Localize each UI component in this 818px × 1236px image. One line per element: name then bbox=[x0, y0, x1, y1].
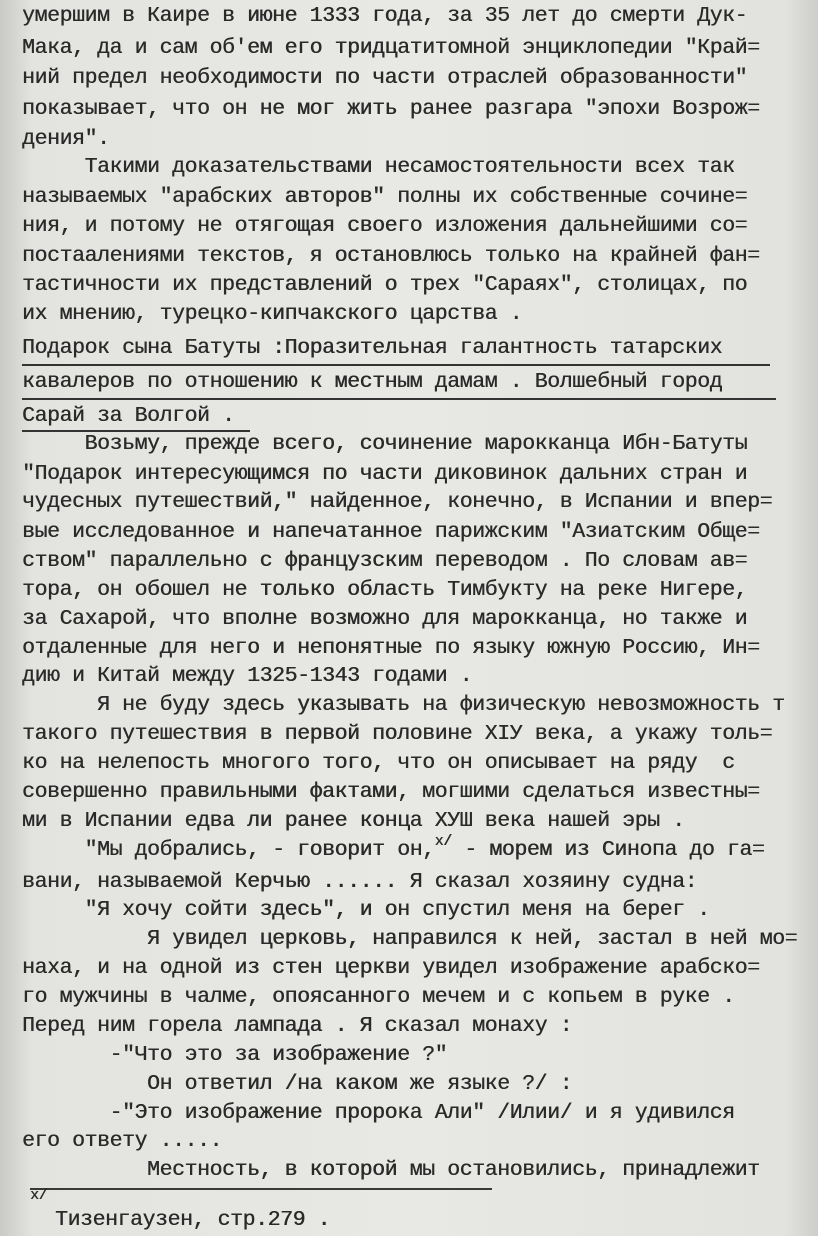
heading-underline bbox=[22, 398, 776, 400]
footnote-reference: x/ bbox=[434, 833, 452, 850]
quote-line: вани, называемой Керчью ...... Я сказал хозяину судна: bbox=[22, 870, 698, 894]
text-line: совершенно правильными фактами, могшими сделаться известны= bbox=[22, 780, 760, 804]
text-line: ми в Испании едва ли ранее конца ХУШ века нашей эры . bbox=[22, 809, 685, 833]
section-heading-line: Подарок сына Батуты :Поразительная галантность татарских bbox=[22, 336, 723, 360]
quote-line: Он ответил /на каком же языке ?/ : bbox=[22, 1072, 573, 1096]
quote-line: Перед ним горела лампада . Я сказал монаху : bbox=[22, 1014, 573, 1038]
text-line: дения". bbox=[22, 127, 110, 151]
text-line: такого путешествия в первой половине ХIУ века, а укажу толь= bbox=[22, 722, 773, 746]
quote-first-tail: - морем из Синопа до га= bbox=[451, 838, 765, 862]
section-heading-line: кавалеров по отношению к местным дамам . Волшебный город bbox=[22, 370, 723, 394]
text-line: чудесных путешествий," найденное, конечно, в Испании и впер= bbox=[22, 490, 773, 514]
text-line: их мнению, турецко-кипчакского царства . bbox=[22, 302, 523, 326]
text-line: ний предел необходимости по части отраслей образованности" bbox=[22, 66, 748, 90]
text-line: показывает, что он не мог жить ранее разгара "эпохи Возрож= bbox=[22, 97, 760, 121]
text-line: Я не буду здесь указывать на физическую невозможность т bbox=[22, 693, 785, 717]
footnote-separator bbox=[30, 1188, 492, 1190]
text-line: умершим в Каире в июне 1333 года, за 35 лет до смерти Дук- bbox=[22, 4, 748, 28]
quote-line: -"Что это за изображение ?" bbox=[22, 1043, 448, 1067]
text-line: постаалениями текстов, я остановлюсь только на крайней фан= bbox=[22, 244, 760, 268]
text-line: Такими доказательствами несамостоятельности всех так bbox=[22, 155, 735, 179]
text-line: ством" параллельно с французским переводом . По словам ав= bbox=[22, 549, 748, 573]
text-line: Возьму, прежде всего, сочинение марокканца Ибн-Батуты bbox=[22, 432, 748, 456]
quote-line: го мужчины в чалме, опоясанного мечем и с копьем в руке . bbox=[22, 985, 735, 1009]
text-line: тастичности их представлений о трех "Сараях", столицах, по bbox=[22, 273, 748, 297]
quote-line: наха, и на одной из стен церкви увидел изображение арабско= bbox=[22, 956, 760, 980]
text-line: за Сахарой, что вполне возможно для марокканца, но также и bbox=[22, 607, 748, 631]
text-line: Мака, да и сам об'ем его тридцатитомной энциклопедии "Край= bbox=[22, 36, 760, 60]
text-line: отдаленные для него и непонятные по языку южную Россию, Ин= bbox=[22, 636, 760, 660]
footnote-marker: x/ bbox=[30, 1187, 48, 1204]
text-line: "Подарок интересующимся по части диковинок дальних стран и bbox=[22, 462, 748, 486]
section-heading-line: Сарай за Волгой . bbox=[22, 404, 235, 428]
text-line: дию и Китай между 1325-1343 годами . bbox=[22, 664, 473, 688]
text-line: вые исследованное и напечатанное парижским "Азиатским Обще= bbox=[22, 520, 760, 544]
quote-line bbox=[22, 833, 765, 864]
text-line: тора, он обошел не только область Тимбукту на реке Нигере, bbox=[22, 578, 748, 602]
quote-line: "Я хочу сойти здесь", и он спустил меня на берег . bbox=[22, 898, 710, 922]
text-line: ния, и потому не отягощая своего изложения дальнейшими со= bbox=[22, 214, 748, 238]
footnote-text: Тизенгаузен, стр.279 . bbox=[30, 1208, 331, 1232]
heading-underline bbox=[22, 364, 770, 366]
quote-line: -"Это изображение пророка Али" /Илии/ и я удивился bbox=[22, 1101, 735, 1125]
text-line: ко на нелепость многого того, что он описывает на ряду с bbox=[22, 751, 735, 775]
quote-line: Я увидел церковь, направился к ней, застал в ней мо= bbox=[22, 927, 798, 951]
quote-line: его ответу ..... bbox=[22, 1129, 223, 1153]
quote-line: Местность, в которой мы остановились, принадлежит bbox=[22, 1158, 760, 1182]
text-line: называемых "арабских авторов" полны их собственные сочине= bbox=[22, 185, 748, 209]
quote-first-text: "Мы добрались, - говорит он, bbox=[22, 838, 435, 862]
